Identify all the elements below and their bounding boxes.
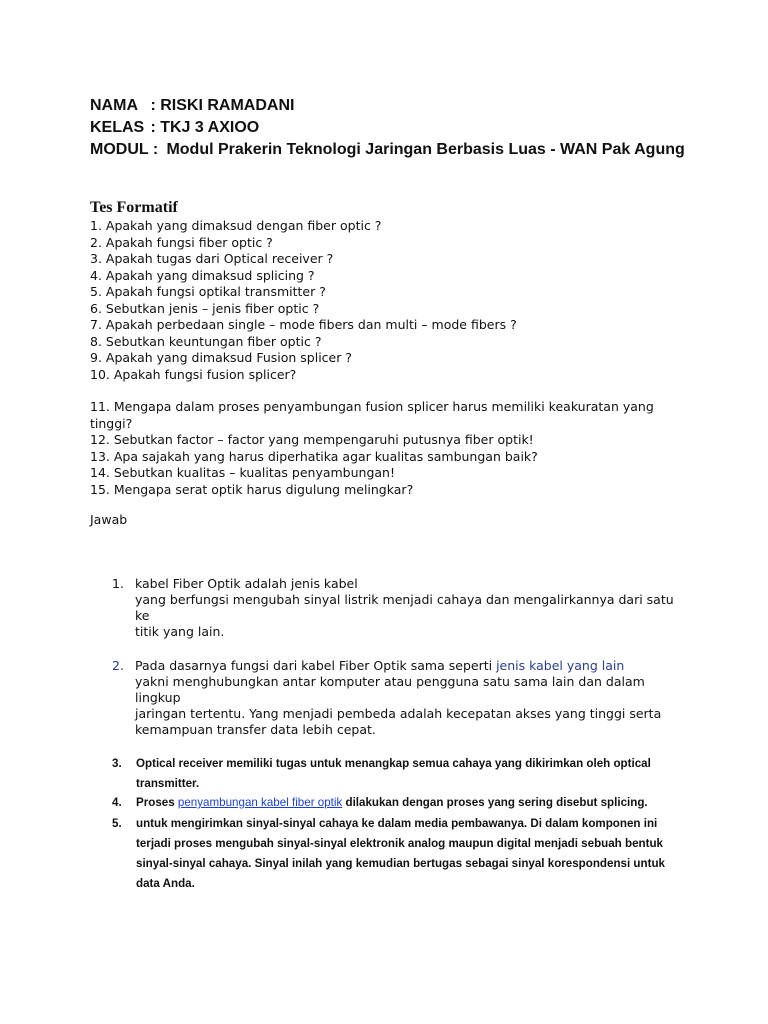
answer-5-line: terjadi proses mengubah sinyal-sinyal elektronik analog maupun digital menjadi sebuah bentuk: [136, 837, 663, 850]
answer-3-number: 3.: [112, 757, 122, 770]
answer-4-number: 4.: [112, 796, 122, 809]
question-8: 8. Sebutkan keuntungan fiber optic ?: [90, 333, 322, 349]
question-15: 15. Mengapa serat optik harus digulung melingkar?: [90, 481, 414, 497]
answer-4-line: [136, 793, 672, 813]
name-line: [90, 96, 294, 116]
module-value: Modul Prakerin Teknologi Jaringan Berbasis Luas - WAN Pak Agung: [166, 141, 685, 158]
question-14: 14. Sebutkan kualitas – kualitas penyambungan!: [90, 465, 395, 480]
name-label: NAMA: [90, 97, 138, 114]
answer-2-number: 2.: [112, 658, 124, 673]
splicing-link[interactable]: penyambungan kabel fiber optik: [177, 796, 343, 809]
answer-1-line: ke: [135, 608, 150, 623]
class-label: KELAS: [90, 119, 145, 136]
question-4: 4. Apakah yang dimaksud splicing ?: [90, 267, 315, 283]
answer-heading: Jawab: [90, 512, 128, 527]
question-5: 5. Apakah fungsi optikal transmitter ?: [90, 284, 326, 299]
question-12: 12. Sebutkan factor – factor yang mempengaruhi putusnya fiber optik!: [90, 432, 534, 447]
question-11-cont: tinggi?: [90, 415, 133, 431]
answer-3-line: transmitter.: [136, 777, 200, 790]
module-label: MODUL :: [90, 141, 159, 158]
question-13: 13. Apa sajakah yang harus diperhatika agar kualitas sambungan baik?: [90, 448, 538, 464]
answer-2-line: yakni menghubungkan antar komputer atau pengguna satu sama lain dan dalam: [135, 674, 645, 689]
section-title: Tes Formatif: [90, 199, 178, 216]
class-value: : TKJ 3 AXIOO: [150, 119, 260, 136]
answer-5-line: untuk mengirimkan sinyal-sinyal cahaya ke dalam media pembawanya. Di dalam komponen ini: [136, 817, 658, 830]
question-6: 6. Sebutkan jenis – jenis fiber optic ?: [90, 300, 320, 316]
answer-2-line: lingkup: [135, 690, 181, 705]
question-1: 1. Apakah yang dimaksud dengan fiber optic ?: [90, 218, 382, 233]
question-10: 10. Apakah fungsi fusion splicer?: [90, 366, 297, 382]
answer-1-number: 1.: [112, 576, 124, 591]
name-value: : RISKI RAMADANI: [150, 97, 295, 114]
question-3: 3. Apakah tugas dari Optical receiver ?: [90, 251, 334, 266]
answer-1-line: titik yang lain.: [135, 624, 225, 639]
answer-4-text: dilakukan dengan proses yang sering disebut splicing.: [342, 796, 648, 809]
answer-5-line: data Anda.: [136, 877, 195, 890]
cable-types-link[interactable]: jenis kabel yang lain: [496, 658, 625, 673]
module-line: [90, 140, 685, 160]
question-11: 11. Mengapa dalam proses penyambungan fusion splicer harus memiliki keakuratan yang: [90, 399, 654, 414]
answer-2-text: Pada dasarnya fungsi dari kabel Fiber Optik sama seperti: [135, 658, 497, 673]
answer-5-line: sinyal-sinyal cahaya. Sinyal inilah yang kemudian bertugas sebagai sinyal korespondensi untuk: [136, 857, 665, 870]
answer-2-line: jaringan tertentu. Yang menjadi pembeda adalah kecepatan akses yang tinggi serta: [135, 706, 662, 721]
answer-2-line: kemampuan transfer data lebih cepat.: [135, 722, 376, 737]
answer-1-line: yang berfungsi mengubah sinyal listrik menjadi cahaya dan mengalirkannya dari satu: [135, 592, 674, 607]
question-2: 2. Apakah fungsi fiber optic ?: [90, 234, 273, 250]
answer-2-line: [135, 658, 675, 674]
answer-3-line: Optical receiver memiliki tugas untuk menangkap semua cahaya yang dikirimkan oleh optical: [136, 757, 651, 770]
class-line: [90, 118, 259, 138]
question-7: 7. Apakah perbedaan single – mode fibers dan multi – mode fibers ?: [90, 317, 517, 332]
answer-5-number: 5.: [112, 817, 122, 830]
answer-1-line: kabel Fiber Optik adalah jenis kabel: [135, 576, 358, 591]
answer-4-text: Proses: [136, 796, 178, 809]
question-9: 9. Apakah yang dimaksud Fusion splicer ?: [90, 350, 352, 365]
